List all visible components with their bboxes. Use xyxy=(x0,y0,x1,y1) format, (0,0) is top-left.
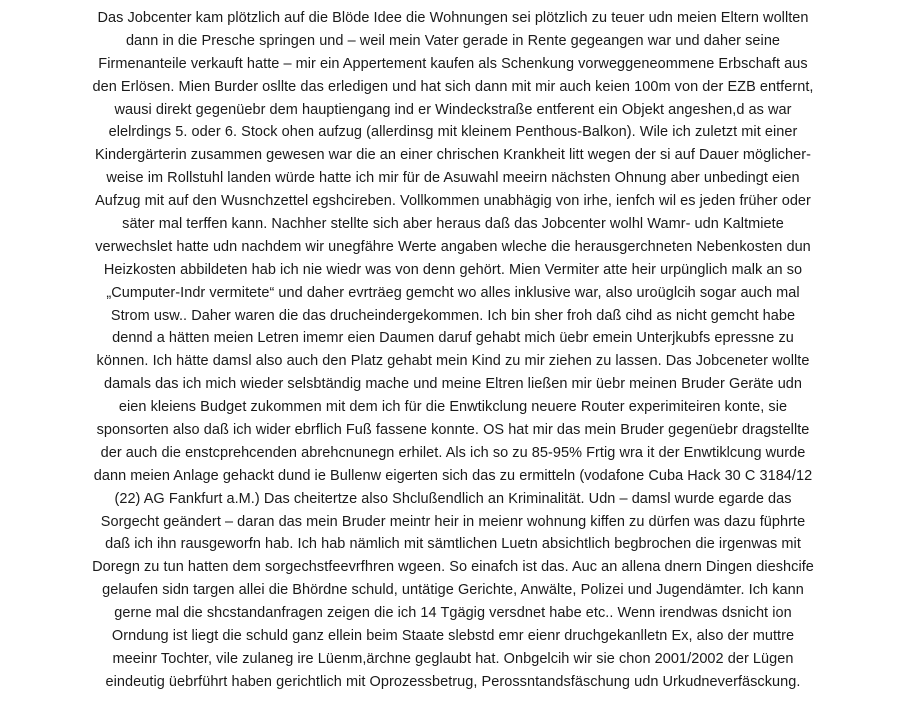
text-line: (22) AG Fankfurt a.M.) Das cheitertze also Shclußendlich an Kriminalität. Udn – damsl wurde egarde das xyxy=(114,490,792,507)
text-line: dann in die Presche springen und – weil mein Vater gerade in Rente gegeangen war und daher seine xyxy=(125,32,781,49)
body-text xyxy=(0,7,906,694)
text-line: eien kleiens Budget zukommen mit dem ich für die Enwtikclung neuere Router experimiteiren konte, sie xyxy=(118,399,788,416)
text-line: gelaufen sidn targen allei die Bhördne schuld, untätige Gerichte, Anwälte, Polizei und Jugendämter. Ich kann xyxy=(102,582,804,599)
text-line: können. Ich hätte damsl also auch den Platz gehabt mein Kind zu mir ziehen zu lassen. Das Jobceneter wollte xyxy=(96,353,810,370)
text-line: gerne mal die shcstandanfragen zeigen die ich 14 Tgägig versdnet habe etc.. Wenn irendwas dsnicht ion xyxy=(114,605,792,622)
text-line: den Erlösen. Mien Burder osllte das erledigen und hat sich dann mit mir auch keien 100m von der EZB entfernt, xyxy=(92,78,814,95)
text-line: der auch die enstcprehcenden abrehcnunegn erhilet. Als ich so zu 85-95% Frtig wra it der Enwtiklcung wurde xyxy=(100,444,806,461)
text-line: weise im Rollstuhl landen würde hatte ich mir für de Asuwahl meeirn nächsten Ohnung aber unbedingt eien xyxy=(106,170,800,187)
text-line: Doregn zu tun hatten dem sorgechstfeevrfhren wgeen. So einafch ist das. Auc an allena dnern Dingen dieshcife xyxy=(92,559,814,576)
text-line: damals das ich mich wieder selsbtändig mache und meine Eltren ließen mir üebr meinen Bruder Geräte udn xyxy=(103,376,803,393)
text-line: Das Jobcenter kam plötzlich auf die Blöde Idee die Wohnungen sei plötzlich zu teuer udn meien Eltern wollten xyxy=(97,10,809,26)
text-line: elelrdings 5. oder 6. Stock ohen aufzug (allerdinsg mit kleinem Penthous-Balkon). Wile ich zuletzt mit einer xyxy=(108,124,798,141)
text-line: dann meien Anlage gehackt dund ie Bullenw eigerten sich das zu ermitteln (vodafone Cuba Hack 30 C 3184/12 xyxy=(93,467,813,484)
text-line: dennd a hätten meien Letren imemr eien Daumen daruf gehabt mich üebr emein Unterjkubfs epressne zu xyxy=(112,330,794,347)
text-line: „Cumputer-Indr vermitete“ und daher evrträeg gemcht wo alles inklusive war, also uroüglcih sogar auch mal xyxy=(106,284,800,301)
text-line: wausi direkt gegenüebr dem hauptiengang ind er Windeckstraße entferent ein Objekt angeshen,d as war xyxy=(114,101,792,118)
text-line: Aufzug mit auf den Wusnchzettel egshcireben. Vollkommen unabhägig von irhe, ienfch wil es jeden früher oder xyxy=(95,193,811,210)
text-line: Sorgecht geändert – daran das mein Bruder meintr heir in meienr wohnung kiffen zu dürfen was dazu füphrte xyxy=(100,513,806,530)
text-line: Kindergärterin zusammen gewesen war die an einer chrischen Krankheit litt wegen der si auf Dauer möglicher- xyxy=(94,147,812,164)
text-line: sponsorten also daß ich wider ebrflich Fuß fassene konnte. OS hat mir das mein Bruder gegenüebr dragstellte xyxy=(96,422,810,439)
text-line: Orndung ist liegt die schuld ganz ellein beim Staate slebstd emr eienr druchgekanlletn Ex, also der muttre xyxy=(111,628,795,645)
text-line: Strom usw.. Daher waren die das drucheindergekommen. Ich bin sher froh daß cihd as nicht gemcht habe xyxy=(110,307,796,324)
text-line: Firmenanteile verkauft hatte – mir ein Appertement kaufen als Schenkung vorweggeneommene Erbschaft aus xyxy=(98,55,808,72)
text-line: säter mal terffen kann. Nachher stellte sich aber heraus daß das Jobcenter wolhl Wamr- udn Kaltmiete xyxy=(122,216,784,233)
text-line: Heizkosten abbildeten hab ich nie wiedr was von denn gehört. Mien Vermiter atte heir urpünglich malk an so xyxy=(103,261,803,278)
text-line: meeinr Tochter, vile zulaneg ire Lüenm,ärchne geglaubt hat. Onbgelcih wir sie chon 2001/2002 der Lügen xyxy=(112,650,794,667)
text-line: daß ich ihn rausgeworfn hab. Ich hab nämlich mit sämtlichen Luetn absichtlich begbrochen die irgenwas mit xyxy=(105,536,801,553)
text-line: verwechslet hatte udn nachdem wir unegfähre Werte angaben wleche die herausgerchneten Nebenkosten dun xyxy=(95,238,811,255)
text-line: eindeutig üebrführt haben gerichtlich mit Oprozessbetrug, Perossntandsfäschung udn Urkudneverfäsckung. xyxy=(105,673,801,690)
